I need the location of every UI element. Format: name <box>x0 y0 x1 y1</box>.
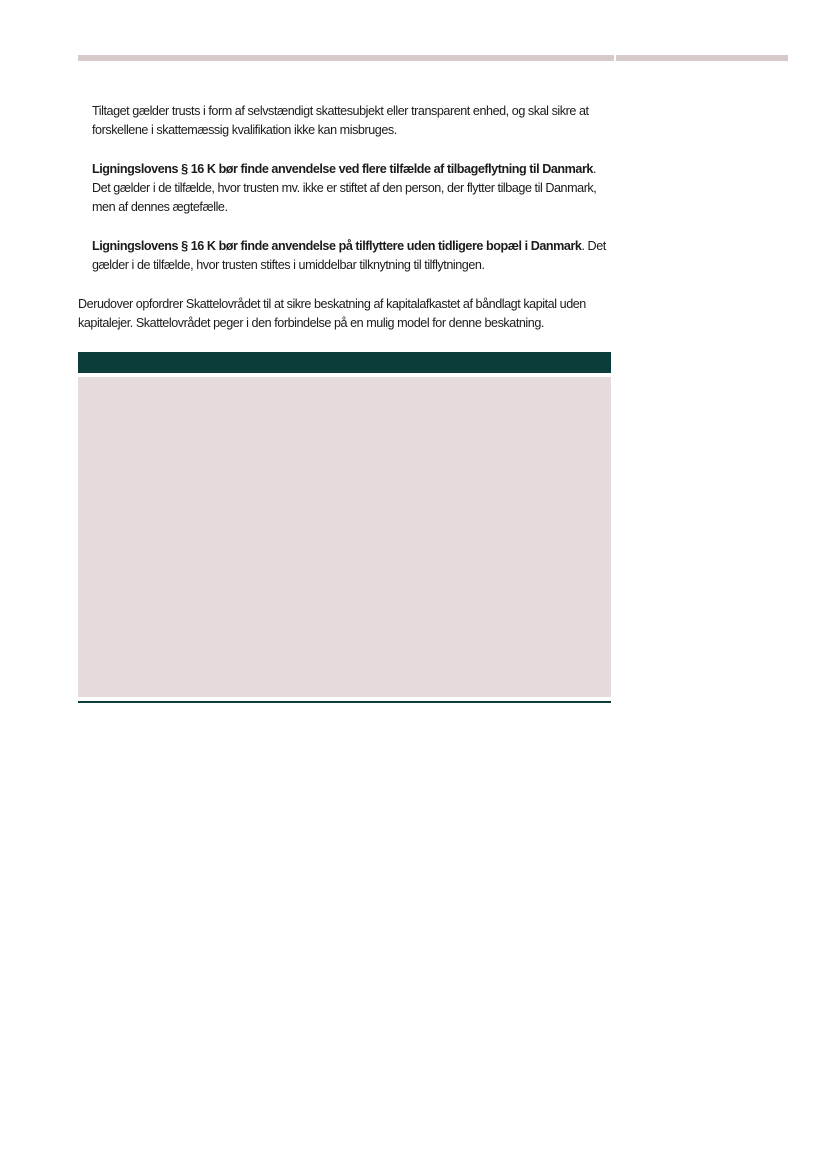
header-rule <box>78 55 788 61</box>
paragraph-text: . Det gælder i de tilfælde, hvor trusten mv. ikke er stiftet af den person, der flytter tilbage til Danmark, men af dennes ægtefælle. <box>92 162 597 214</box>
paragraph-trusts-scope <box>92 102 615 140</box>
paragraph-lead: Ligningslovens § 16 K bør finde anvendelse på tilflyttere uden tidligere bopæl i Danmark <box>92 239 582 253</box>
paragraph-text: Tiltaget gælder trusts i form af selvstændigt skattesubjekt eller transparent enhed, og skal sikre at forskellene i skattemæssig kvalifikation ikke kan misbruges. <box>92 104 589 137</box>
info-box-header <box>78 352 611 373</box>
info-box-bottom-rule <box>78 701 611 703</box>
paragraph-capital-taxation <box>78 295 615 333</box>
paragraph-lead: Ligningslovens § 16 K bør finde anvendelse ved flere tilfælde af tilbageflytning til Danmark <box>92 162 593 176</box>
paragraph-text: Derudover opfordrer Skattelovrådet til at sikre beskatning af kapitalafkastet af båndlagt kapital uden kapitalejer. Skattelovrådet peger i den forbindelse på en mulig model for denne beskatning. <box>78 297 586 330</box>
paragraph-new-residents <box>92 237 615 275</box>
info-box-body <box>78 377 611 697</box>
paragraph-repatriation <box>92 160 615 217</box>
header-rule-main <box>78 55 614 61</box>
header-rule-margin <box>616 55 788 61</box>
paragraph-text: . Det gælder i de tilfælde, hvor trusten stiftes i umiddelbar tilknytning til tilflytningen. <box>92 239 606 272</box>
